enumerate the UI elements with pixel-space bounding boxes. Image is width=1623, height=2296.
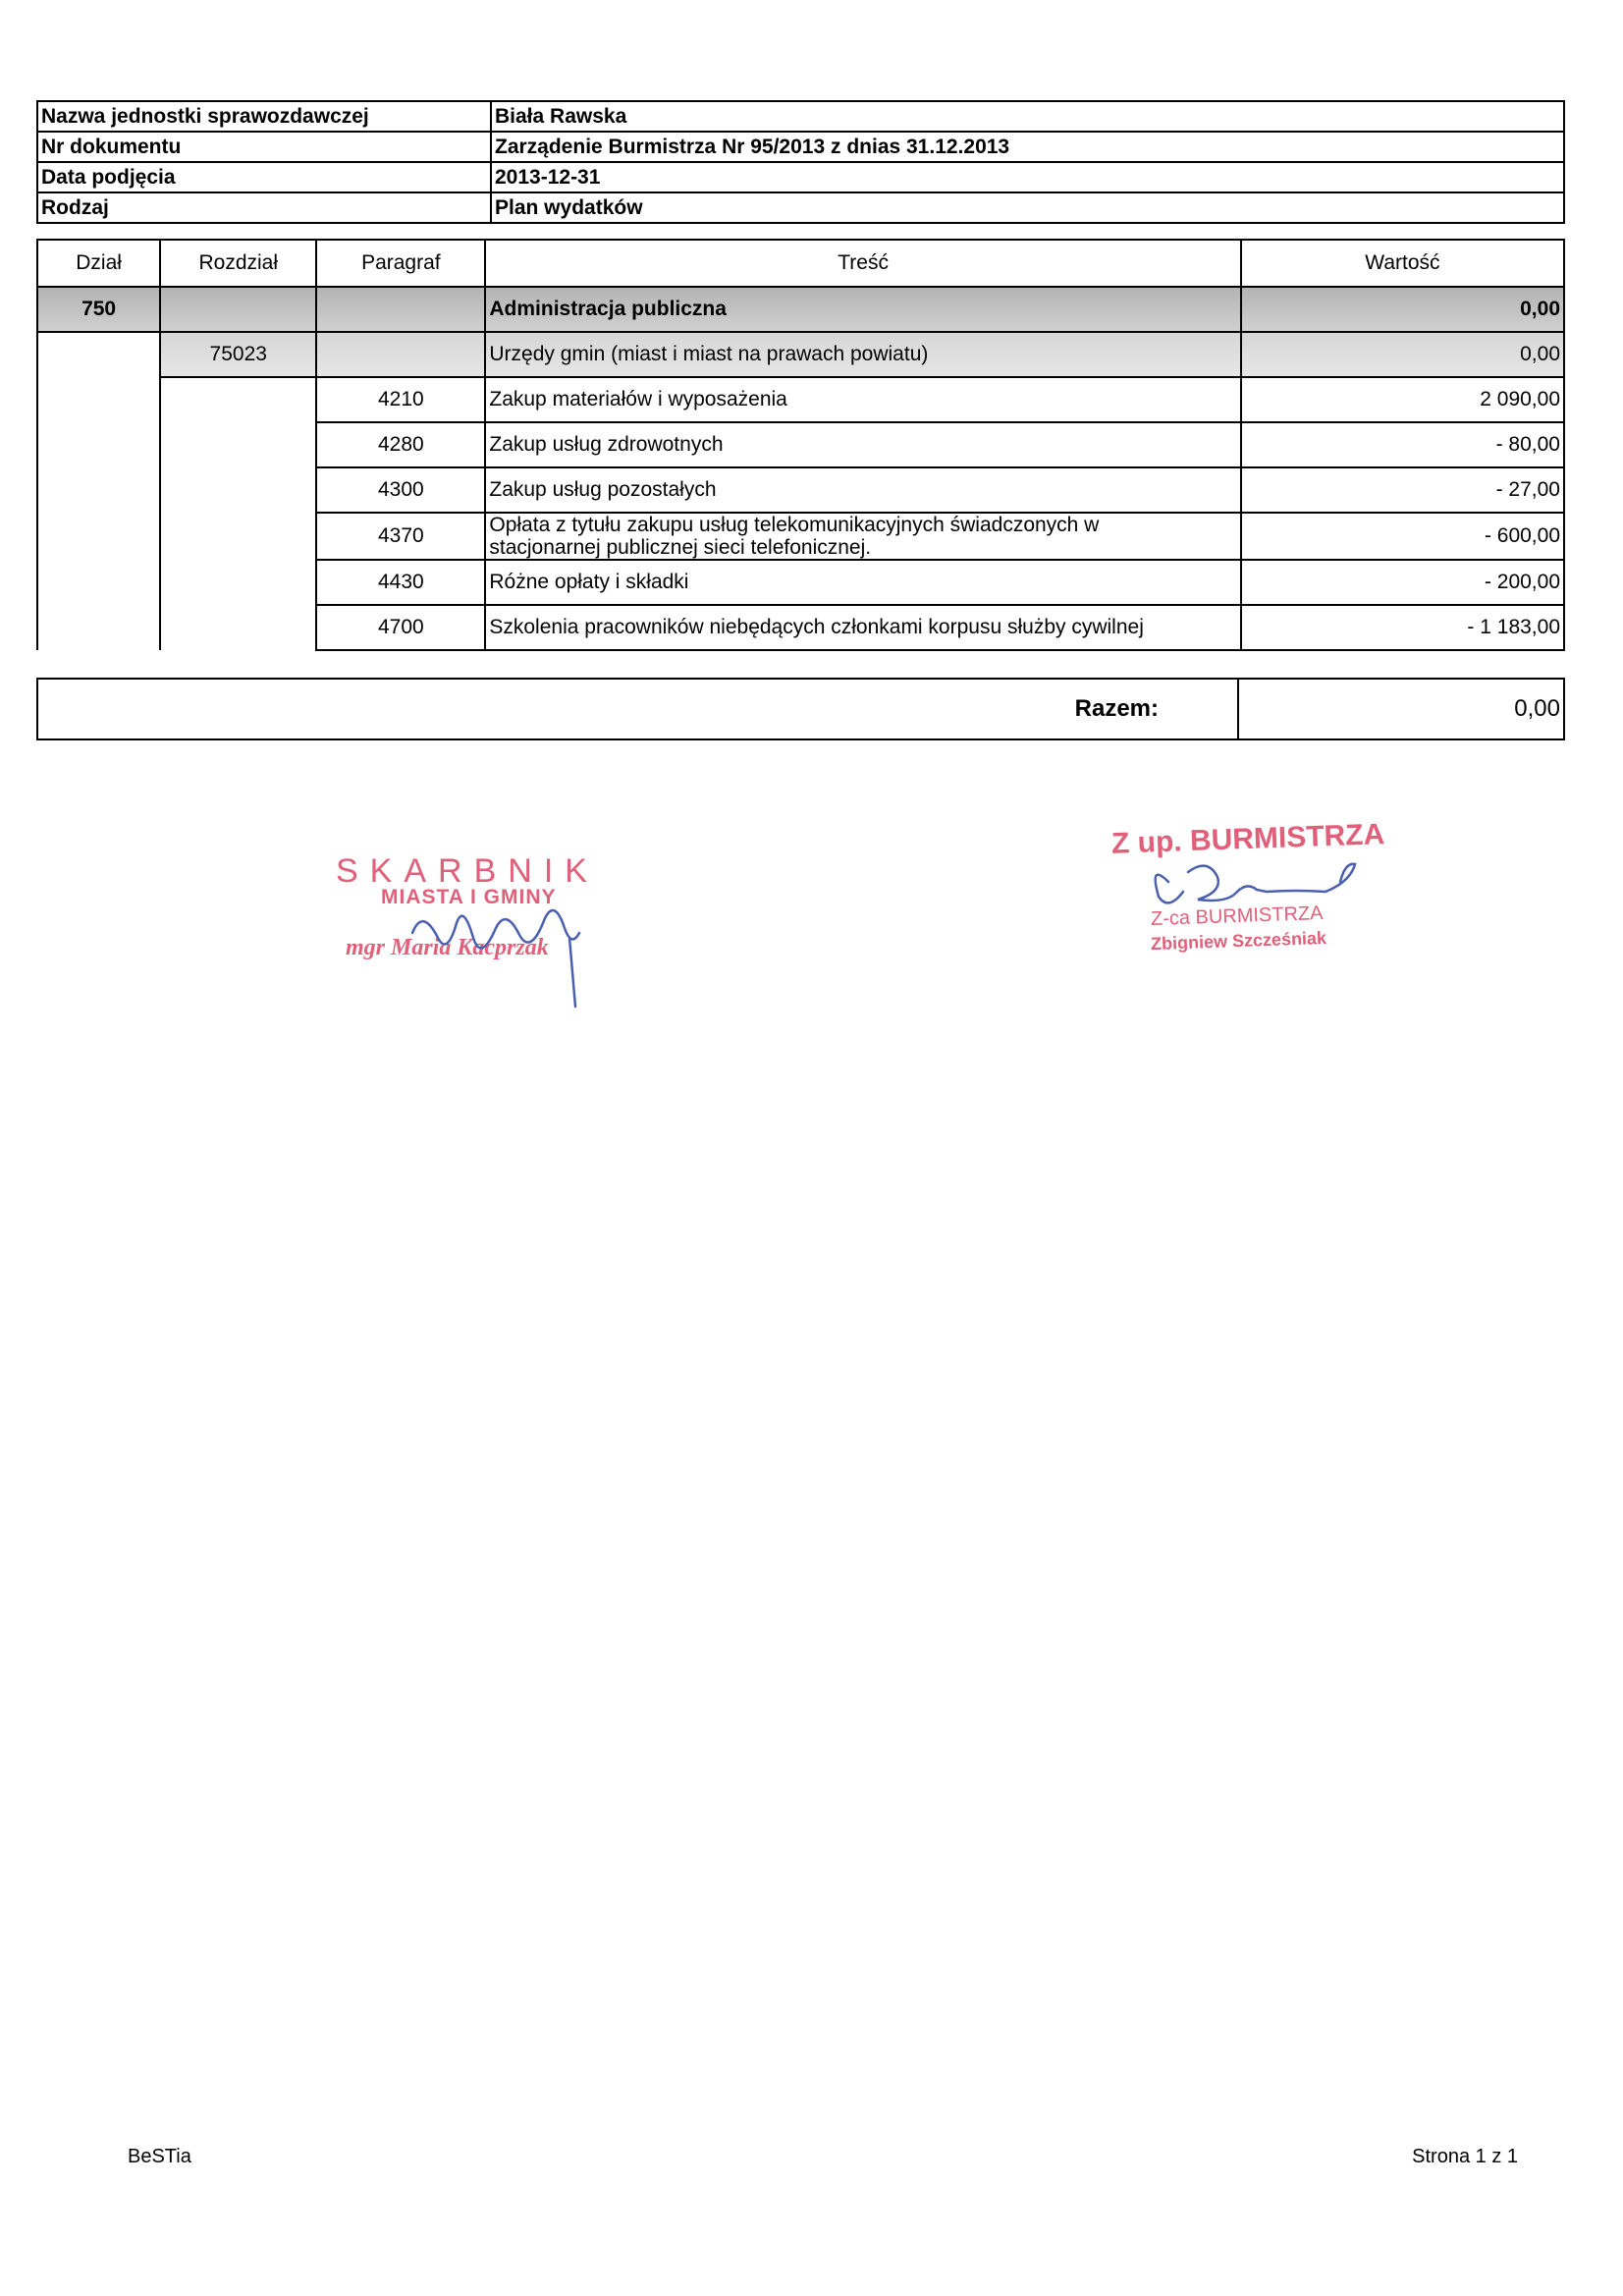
dzial-name: Administracja publiczna — [485, 287, 1240, 332]
paragraf-value: 2 090,00 — [1241, 377, 1564, 422]
paragraf-code: 4370 — [316, 513, 485, 560]
empty-cell — [160, 377, 316, 422]
meta-row — [37, 162, 1564, 192]
meta-label: Data podjęcia — [37, 162, 491, 192]
footer-software-name: BeSTia — [128, 2146, 191, 2167]
empty-cell — [37, 605, 160, 650]
paragraf-code: 4280 — [316, 422, 485, 467]
paragraf-code: 4210 — [316, 377, 485, 422]
table-row — [37, 605, 1564, 650]
dzial-row — [37, 287, 1564, 332]
empty-cell — [160, 560, 316, 605]
table-header-row — [37, 240, 1564, 287]
header-paragraf: Paragraf — [316, 240, 485, 287]
dzial-value: 0,00 — [1241, 287, 1564, 332]
paragraf-name: Różne opłaty i składki — [485, 560, 1240, 605]
empty-cell — [37, 513, 160, 560]
meta-value: Biała Rawska — [491, 101, 1564, 132]
skarbnik-signature-icon — [403, 879, 619, 1011]
skarbnik-stamp-subtitle: MIASTA I GMINY — [381, 886, 557, 908]
meta-row — [37, 132, 1564, 162]
meta-row — [37, 101, 1564, 132]
paragraf-name: Zakup usług pozostałych — [485, 467, 1240, 513]
rozdzial-code: 75023 — [160, 332, 316, 377]
table-row — [37, 560, 1564, 605]
table-row — [37, 467, 1564, 513]
header-tresc: Treść — [485, 240, 1240, 287]
table-row — [37, 377, 1564, 422]
document-metadata-table — [36, 100, 1565, 224]
table-row — [37, 513, 1564, 560]
empty-cell — [160, 287, 316, 332]
meta-value: 2013-12-31 — [491, 162, 1564, 192]
empty-cell — [160, 513, 316, 560]
expenditure-plan-table — [36, 239, 1565, 651]
empty-cell — [37, 332, 160, 377]
meta-row — [37, 192, 1564, 223]
empty-cell — [160, 467, 316, 513]
total-label: Razem: — [37, 679, 1238, 739]
table-row — [37, 422, 1564, 467]
empty-cell — [37, 560, 160, 605]
paragraf-code: 4300 — [316, 467, 485, 513]
paragraf-value: - 80,00 — [1241, 422, 1564, 467]
empty-cell — [37, 467, 160, 513]
empty-cell — [160, 422, 316, 467]
paragraf-value: - 200,00 — [1241, 560, 1564, 605]
burmistrz-signature-icon — [1129, 852, 1404, 921]
empty-cell — [37, 377, 160, 422]
header-dzial: Dział — [37, 240, 160, 287]
meta-label: Nr dokumentu — [37, 132, 491, 162]
rozdzial-value: 0,00 — [1241, 332, 1564, 377]
paragraf-name: Zakup usług zdrowotnych — [485, 422, 1240, 467]
rozdzial-name: Urzędy gmin (miast i miast na prawach powiatu) — [485, 332, 1240, 377]
total-row — [37, 679, 1564, 739]
skarbnik-stamp-name: mgr Maria Kacprzak — [346, 935, 549, 960]
paragraf-value: - 27,00 — [1241, 467, 1564, 513]
total-value: 0,00 — [1238, 679, 1564, 739]
paragraf-name: Szkolenia pracowników niebędących członkami korpusu służby cywilnej — [485, 605, 1240, 650]
header-rozdzial: Rozdział — [160, 240, 316, 287]
paragraf-value: - 600,00 — [1241, 513, 1564, 560]
paragraf-name: Zakup materiałów i wyposażenia — [485, 377, 1240, 422]
burmistrz-stamp-title: Z up. BURMISTRZA — [1110, 818, 1385, 860]
empty-cell — [316, 332, 485, 377]
paragraf-name-line: Opłata z tytułu zakupu usług telekomunikacyjnych świadczonych w — [489, 514, 1100, 536]
totals-table — [36, 678, 1565, 740]
meta-value: Zarządenie Burmistrza Nr 95/2013 z dnias 31.12.2013 — [491, 132, 1564, 162]
empty-cell — [160, 605, 316, 650]
burmistrz-stamp-name: Zbigniew Szcześniak — [1150, 927, 1327, 955]
skarbnik-stamp-title: SKARBNIK — [336, 852, 599, 890]
paragraf-code: 4700 — [316, 605, 485, 650]
meta-label: Nazwa jednostki sprawozdawczej — [37, 101, 491, 132]
rozdzial-row — [37, 332, 1564, 377]
paragraf-name — [485, 513, 1240, 560]
dzial-code: 750 — [37, 287, 160, 332]
empty-cell — [316, 287, 485, 332]
meta-value: Plan wydatków — [491, 192, 1564, 223]
paragraf-name-line: stacjonarnej publicznej sieci telefonicznej. — [489, 536, 872, 559]
paragraf-code: 4430 — [316, 560, 485, 605]
paragraf-value: - 1 183,00 — [1241, 605, 1564, 650]
footer-page-number: Strona 1 z 1 — [1412, 2146, 1518, 2167]
header-wartosc: Wartość — [1241, 240, 1564, 287]
burmistrz-stamp-subtitle: Z-ca BURMISTRZA — [1150, 902, 1324, 931]
meta-label: Rodzaj — [37, 192, 491, 223]
empty-cell — [37, 422, 160, 467]
